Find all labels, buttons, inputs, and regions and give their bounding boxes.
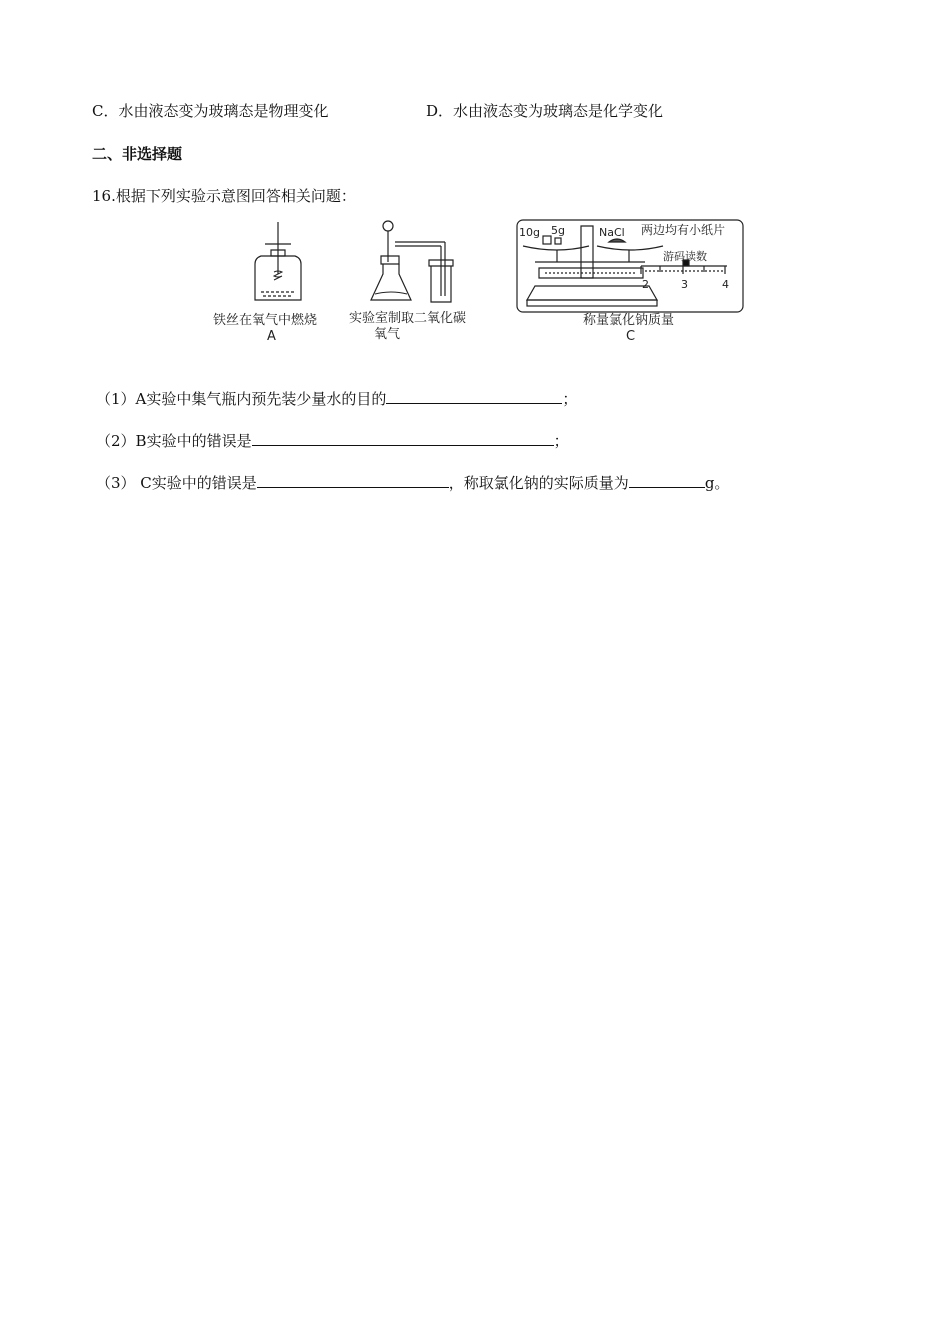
figure-c-rider-label: 游码读数 <box>663 250 707 263</box>
subquestion-1-end: ； <box>562 390 578 408</box>
option-d: D．水由液态变为玻璃态是化学变化 <box>426 102 664 120</box>
figure-b-apparatus <box>371 221 453 302</box>
figure-c-weight-5g: 5g <box>551 224 565 237</box>
figure-c-caption: 称量氯化钠质量 <box>583 313 675 328</box>
question-stem: 16.根据下列实验示意图回答相关问题： <box>92 187 356 205</box>
subquestion-3 <box>96 472 729 493</box>
experiment-figure <box>205 216 745 346</box>
subquestion-1 <box>96 388 577 409</box>
figure-c-paper-note: 两边均有小纸片 <box>641 223 726 237</box>
section-heading: 二、非选择题 <box>92 145 183 163</box>
answer-blank-2[interactable] <box>252 431 554 446</box>
figure-c-tick-4: 4 <box>722 278 729 291</box>
figure-c-letter: C <box>626 329 636 344</box>
figure-b-caption-line2: 氧气 <box>374 327 401 342</box>
figure-c-tick-3: 3 <box>681 278 688 291</box>
figure-c-tick-2: 2 <box>642 278 649 291</box>
subquestion-2-text: （2）B实验中的错误是 <box>96 432 252 450</box>
figure-a-letter: A <box>267 329 276 344</box>
subquestion-3-text: （3） C实验中的错误是 <box>96 474 257 492</box>
subquestion-2 <box>96 430 569 451</box>
subquestion-3-end: g。 <box>704 474 730 492</box>
answer-blank-3a[interactable] <box>257 473 449 488</box>
option-c: C．水由液态变为玻璃态是物理变化 <box>92 102 329 120</box>
figure-a-caption: 铁丝在氧气中燃烧 <box>213 313 318 328</box>
answer-blank-1[interactable] <box>386 389 562 404</box>
subquestion-2-end: ； <box>553 432 569 450</box>
figure-c-nacl-label: NaCl <box>599 226 625 239</box>
figure-c-weight-10g: 10g <box>519 226 540 239</box>
figure-b-caption-line1: 实验室制取二氧化碳 <box>349 311 467 326</box>
subquestion-1-text: （1）A实验中集气瓶内预先装少量水的目的 <box>96 390 387 408</box>
subquestion-3-middle: ，称取氯化钠的实际质量为 <box>448 474 629 492</box>
figure-a-jar <box>255 222 301 300</box>
answer-blank-3b[interactable] <box>629 473 705 488</box>
